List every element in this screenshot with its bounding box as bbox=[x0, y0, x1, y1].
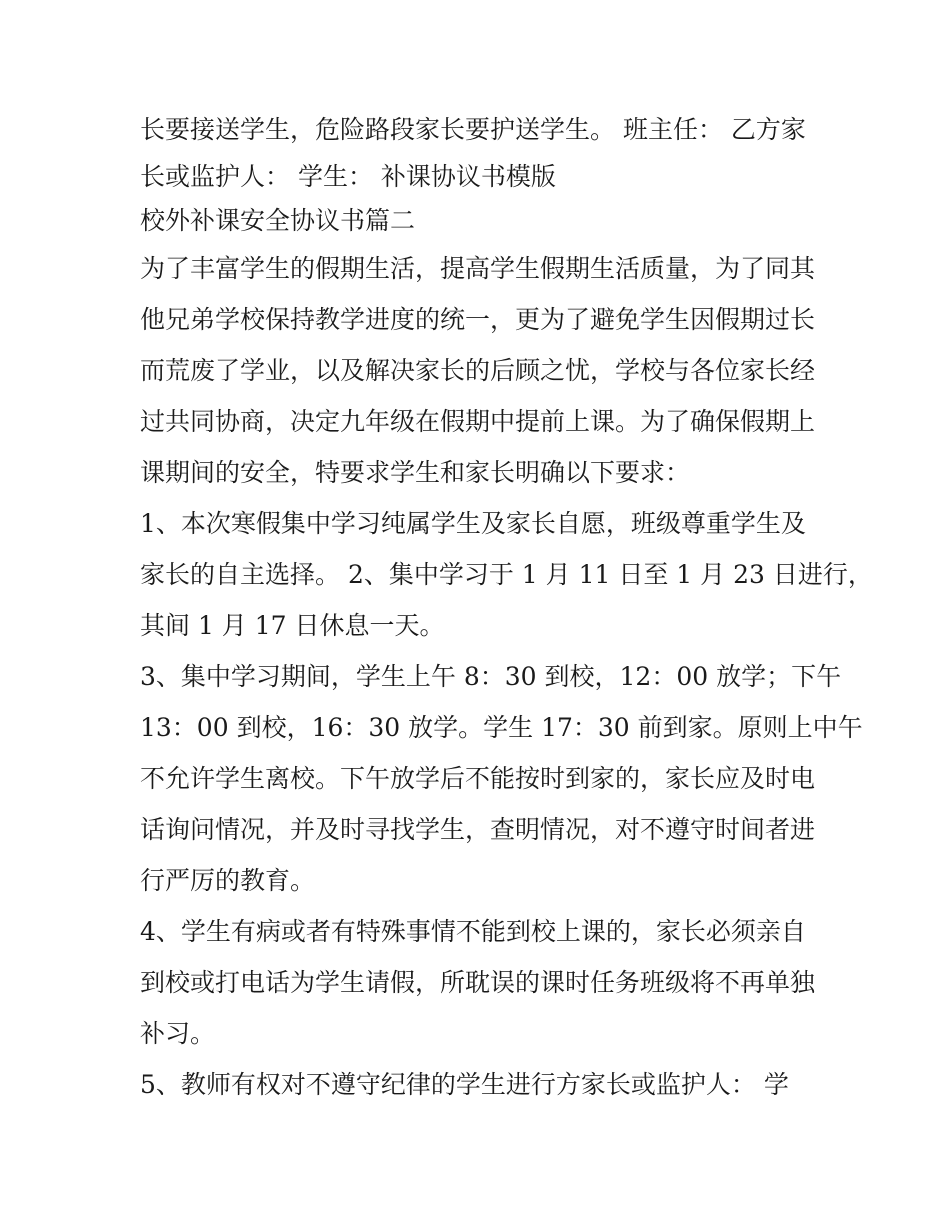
text-line: 长或监护人： 学生： 补课协议书模版 bbox=[140, 162, 556, 191]
text-line: 13：00 到校，16：30 放学。学生 17：30 前到家。原则上中午 bbox=[140, 713, 863, 742]
text-line: 3、集中学习期间，学生上午 8：30 到校，12：00 放学；下午 bbox=[140, 662, 842, 691]
section-heading: 校外补课安全协议书篇二 bbox=[140, 206, 416, 235]
document-body bbox=[140, 104, 873, 1110]
text-line: 长要接送学生，危险路段家长要护送学生。 班主任： 乙方家 bbox=[140, 115, 806, 144]
text-line: 补习。 bbox=[140, 1019, 216, 1048]
text-line: 话询问情况，并及时寻找学生，查明情况，对不遵守时间者进 bbox=[140, 815, 816, 844]
text-line: 到校或打电话为学生请假，所耽误的课时任务班级将不再单独 bbox=[140, 968, 816, 997]
text-line: 家长的自主选择。 2、集中学习于 1 月 11 日至 1 月 23 日进行， bbox=[140, 560, 873, 589]
text-line: 过共同协商，决定九年级在假期中提前上课。为了确保假期上 bbox=[140, 407, 816, 436]
text-line: 4、学生有病或者有特殊事情不能到校上课的，家长必须亲自 bbox=[140, 917, 806, 946]
text-line: 而荒废了学业，以及解决家长的后顾之忧，学校与各位家长经 bbox=[140, 356, 816, 385]
text-line: 其间 1 月 17 日休息一天。 bbox=[140, 611, 445, 640]
text-line: 课期间的安全，特要求学生和家长明确以下要求： bbox=[140, 458, 691, 487]
text-line: 不允许学生离校。下午放学后不能按时到家的，家长应及时电 bbox=[140, 764, 816, 793]
text-line: 他兄弟学校保持教学进度的统一，更为了避免学生因假期过长 bbox=[140, 305, 816, 334]
text-line: 为了丰富学生的假期生活，提高学生假期生活质量，为了同其 bbox=[140, 254, 816, 283]
text-line: 行严厉的教育。 bbox=[140, 866, 316, 895]
text-line: 1、本次寒假集中学习纯属学生及家长自愿，班级尊重学生及 bbox=[140, 509, 806, 538]
text-line: 5、教师有权对不遵守纪律的学生进行方家长或监护人： 学 bbox=[140, 1070, 789, 1099]
